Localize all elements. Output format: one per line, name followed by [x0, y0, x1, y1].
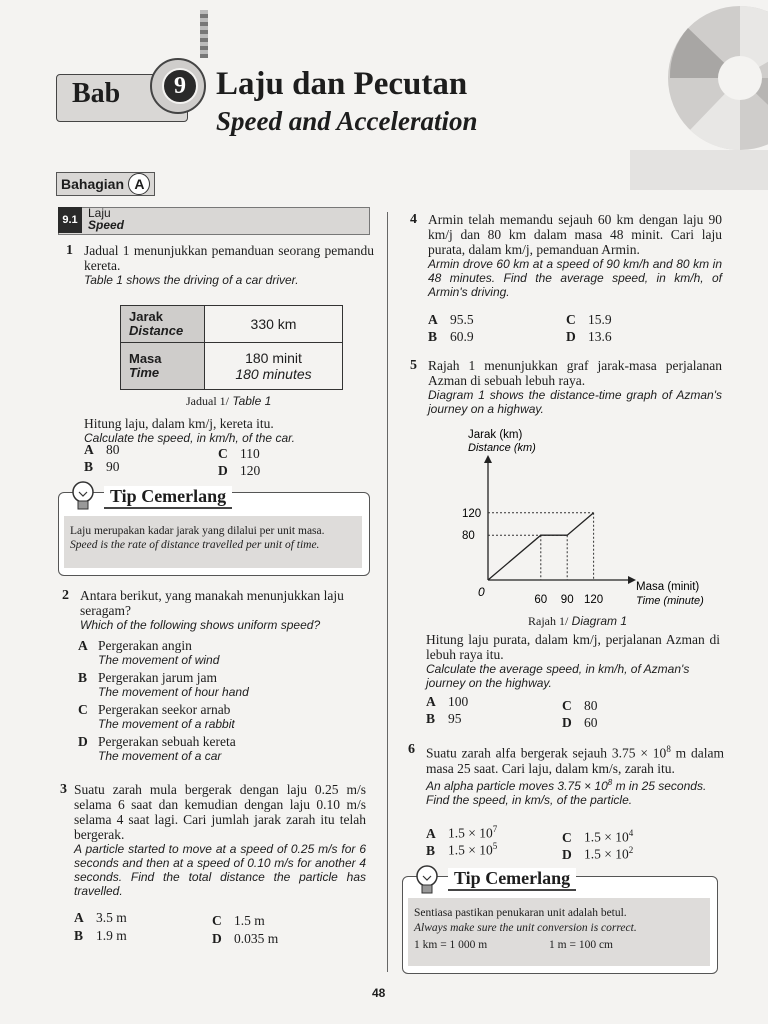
question-number: 1 — [66, 243, 73, 258]
question-text-malay: Armin telah memandu sejauh 60 km dengan laju 90 km/j dan 80 km dalam masa 48 minit. Cari laju purata, dalam km/j, pemanduan Armin. — [428, 212, 722, 257]
option-a: A Pergerakan angin The movement of wind — [78, 638, 220, 667]
option-c: C $1.5 \times 10^4$ — [562, 828, 634, 845]
option-d: D 13.6 — [566, 329, 612, 344]
table-value-malay: 180 minit — [245, 350, 302, 366]
question-1-prompt — [84, 416, 374, 445]
option-b: B 1.9 m — [74, 928, 127, 943]
subsection-number: 9.1 — [58, 207, 82, 233]
graph-y-label-malay: Jarak (km) — [468, 429, 523, 441]
question-text-malay: Jadual 1 menunjukkan pemanduan seorang pemandu kereta. — [84, 243, 374, 273]
table-value-english: 180 minutes — [235, 366, 312, 382]
prompt-english: Calculate the speed, in km/h, of the car. — [84, 431, 296, 445]
chapter-number: 9 — [162, 68, 198, 104]
question-text-malay: Suatu zarah mula bergerak dengan laju 0.25 m/s selama 6 saat dan kemudian dengan laju 0.10 m/s selama 4 saat lagi. Cari jumlah jarak zarah itu telah bergerak. — [74, 782, 366, 842]
question-4 — [428, 212, 722, 299]
option-a: A $1.5 \times 10^7$ — [426, 824, 498, 841]
table-caption — [186, 394, 271, 409]
question-text-malay: Antara berikut, yang manakah menunjukkan laju seragam? — [80, 588, 344, 618]
table-label-english: Distance — [129, 323, 184, 338]
option-a: A 80 — [84, 442, 120, 457]
question-number: 5 — [410, 358, 417, 373]
caption-english: Diagram 1 — [571, 614, 628, 628]
question-text-malay: Rajah 1 menunjukkan graf jarak-masa perjalanan Azman di sebuah lebuh raya. — [428, 358, 722, 388]
chapter-number-badge — [150, 58, 206, 114]
option-b: B 95 — [426, 711, 462, 726]
section-label: Bahagian — [61, 176, 125, 192]
option-b: B 60.9 — [428, 329, 474, 344]
distance-time-line — [488, 513, 594, 580]
option-c: C 110 — [218, 446, 260, 461]
tip-text-malay: Laju merupakan kadar jarak yang dilalui per unit masa. — [70, 525, 325, 537]
decorative-wheel-graphic — [630, 0, 768, 200]
option-c: C 80 — [562, 698, 598, 713]
y-axis-arrow — [484, 455, 492, 463]
tip-conversions — [414, 938, 710, 953]
chapter-title-malay: Laju dan Pecutan — [216, 66, 468, 102]
chapter-title-english: Speed and Acceleration — [216, 106, 478, 136]
tip-text-english: Always make sure the unit conversion is correct. — [414, 922, 637, 934]
table-label-malay: Masa — [129, 351, 162, 366]
question-text-malay: Suatu zarah alfa bergerak sejauh $3.75 \times 10^8$ m dalam masa 25 saat. Cari laju, dalam km/s, zarah itu. — [426, 744, 724, 776]
question-number: 4 — [410, 212, 417, 227]
option-a: A 100 — [426, 694, 469, 709]
x-tick-label: 90 — [560, 594, 574, 606]
option-d: D 60 — [562, 715, 598, 730]
option-a: A 3.5 m — [74, 910, 127, 925]
question-number: 6 — [408, 742, 415, 757]
graph-y-label-english: Distance (km) — [468, 442, 536, 454]
option-b: B Pergerakan jarum jam The movement of hour hand — [78, 670, 249, 699]
option-a: A 95.5 — [428, 312, 474, 327]
question-text-english: Diagram 1 shows the distance-time graph of Azman's journey on a highway. — [428, 388, 722, 416]
distance-time-graph — [460, 424, 720, 610]
diagram-caption — [528, 614, 627, 629]
graph-guide-lines — [488, 513, 594, 580]
page-number: 48 — [372, 986, 386, 1000]
table-label-english: Time — [129, 365, 160, 380]
option-c: C 15.9 — [566, 312, 612, 327]
table-header-cell — [121, 343, 205, 390]
question-6 — [426, 742, 724, 807]
keyring-chain-icon — [200, 10, 208, 58]
tip-content — [70, 524, 360, 552]
question-5-prompt — [426, 632, 720, 690]
x-tick-label: 120 — [584, 594, 604, 606]
question-text-english: A particle started to move at a speed of 0.25 m/s for 6 seconds and then at a speed of 0.10 m/s for another 4 seconds. Find the total distance the particle has travelled. — [74, 842, 366, 898]
x-axis-arrow — [628, 576, 636, 584]
question-text-english: Which of the following shows uniform speed? — [80, 618, 321, 632]
question-text-english: An alpha particle moves $3.75 \times 10^8$ m in 25 seconds. Find the speed, in km/s, of the particle. — [426, 777, 707, 807]
conversion-km-m: 1 km = 1 000 m — [414, 939, 488, 951]
question-number: 3 — [60, 782, 67, 797]
subsection-title-english: Speed — [88, 218, 125, 232]
lightbulb-icon — [414, 864, 440, 896]
caption-malay: Rajah 1/ — [528, 614, 569, 628]
caption-malay: Jadual 1/ — [186, 394, 229, 408]
prompt-malay: Hitung laju purata, dalam km/j, perjalanan Azman di lebuh raya itu. — [426, 632, 720, 662]
prompt-english: Calculate the average speed, in km/h, of Azman's journey on the highway. — [426, 662, 690, 690]
tip-text-english: Speed is the rate of distance travelled per unit of time. — [70, 539, 320, 551]
table-label-malay: Jarak — [129, 309, 163, 324]
question-1 — [84, 243, 374, 287]
column-divider — [387, 212, 388, 972]
table-value-cell — [205, 343, 343, 390]
graph-x-label-malay: Masa (minit) — [636, 581, 700, 593]
question-2 — [80, 588, 370, 632]
option-d: D 120 — [218, 463, 261, 478]
chapter-label: Bab — [72, 78, 121, 109]
tip-text-malay: Sentiasa pastikan penukaran unit adalah betul. — [414, 907, 627, 919]
option-c: C 1.5 m — [212, 913, 265, 928]
data-table — [120, 305, 343, 390]
graph-origin-label: 0 — [478, 585, 485, 599]
option-b: B 90 — [84, 459, 120, 474]
option-d: D 0.035 m — [212, 931, 279, 946]
subsection-title-malay: Laju — [88, 206, 111, 220]
lightbulb-icon — [70, 480, 96, 512]
option-d: D Pergerakan sebuah kereta The movement of a car — [78, 734, 236, 763]
y-tick-label: 80 — [462, 530, 475, 543]
tip-title: Tip Cemerlang — [104, 486, 232, 509]
question-text-english: Armin drove 60 km at a speed of 90 km/h and 80 km in 48 minutes. Find the average speed, in km/h, of Armin's driving. — [428, 257, 722, 299]
option-c: C Pergerakan seekor arnab The movement of a rabbit — [78, 702, 235, 731]
conversion-m-cm: 1 m = 100 cm — [549, 939, 613, 951]
graph-x-label-english: Time (minute) — [636, 595, 704, 607]
section-letter: A — [128, 173, 150, 195]
question-number: 2 — [62, 588, 69, 603]
table-header-cell — [121, 306, 205, 343]
tip-title: Tip Cemerlang — [448, 868, 576, 891]
prompt-malay: Hitung laju, dalam km/j, kereta itu. — [84, 416, 274, 431]
question-text-english: Table 1 shows the driving of a car driver. — [84, 273, 299, 287]
caption-english: Table 1 — [232, 394, 272, 408]
option-b: B $1.5 \times 10^5$ — [426, 841, 498, 858]
x-tick-label: 60 — [534, 594, 548, 606]
question-5 — [428, 358, 722, 416]
table-value-cell: 330 km — [205, 306, 343, 343]
section-label-box — [56, 172, 155, 196]
subsection-title — [88, 207, 124, 231]
y-tick-label: 120 — [462, 507, 482, 520]
question-3 — [74, 782, 366, 898]
tip-content — [414, 906, 710, 953]
option-d: D $1.5 \times 10^2$ — [562, 845, 634, 862]
